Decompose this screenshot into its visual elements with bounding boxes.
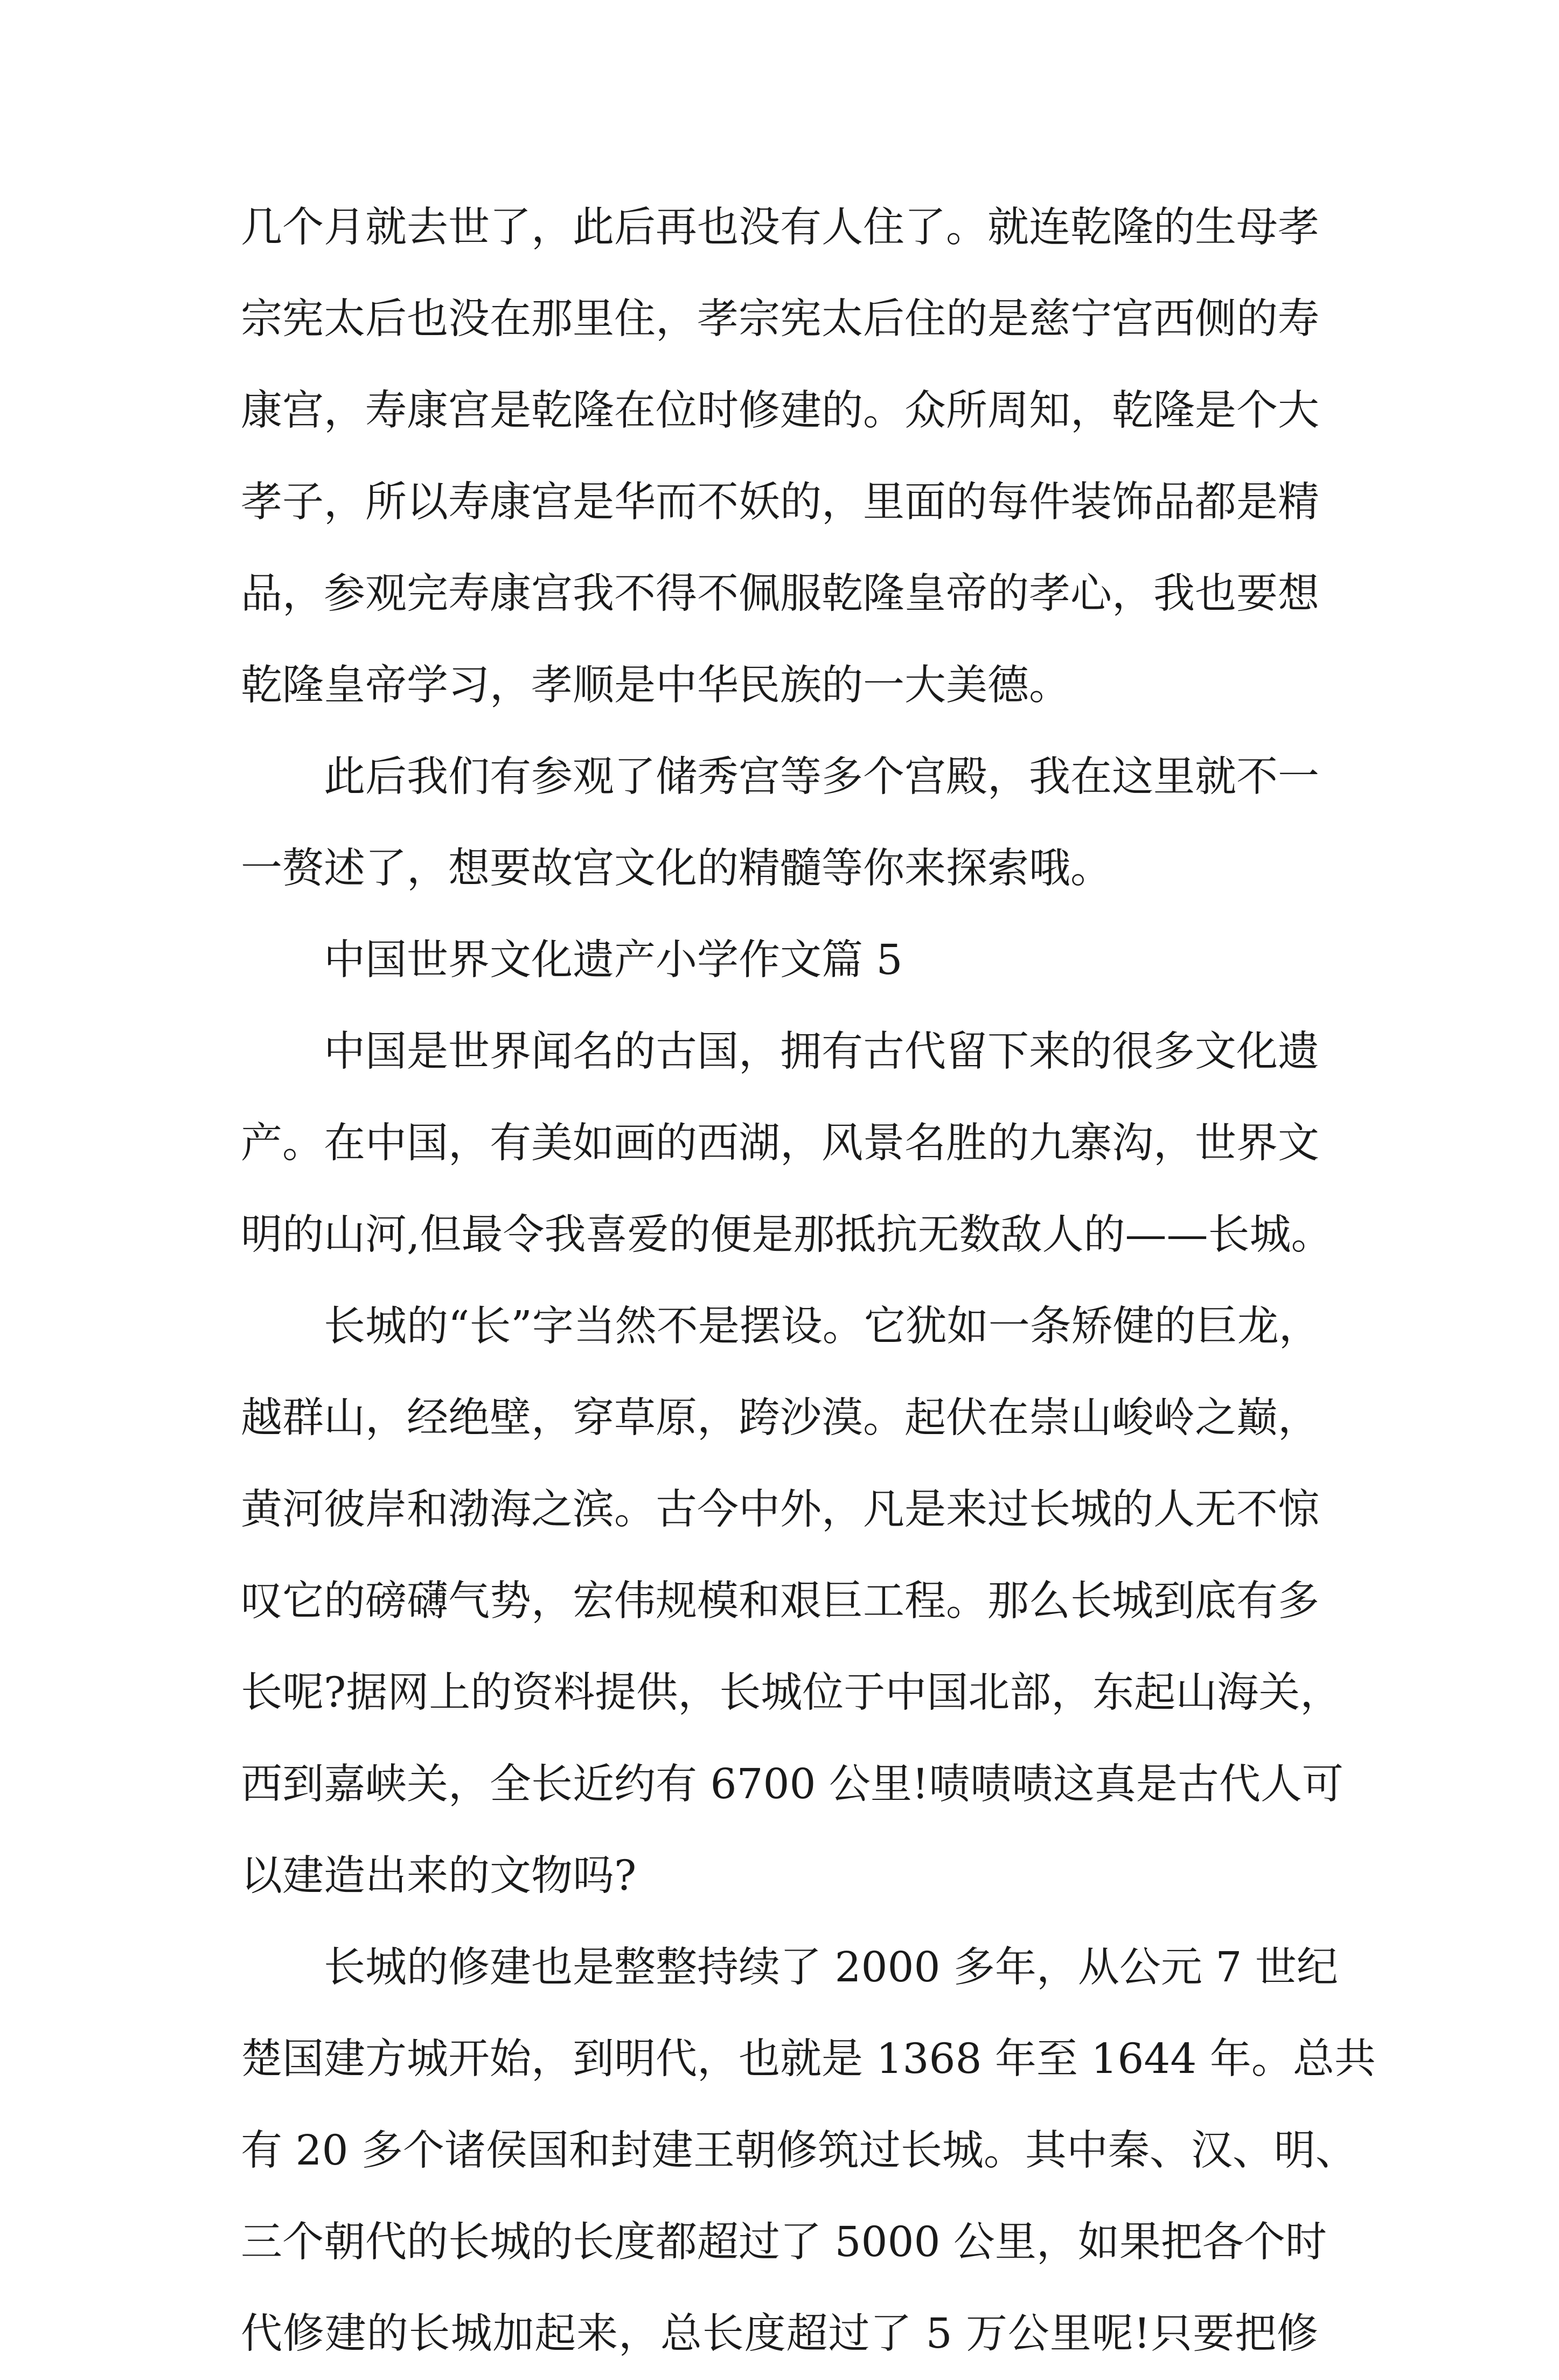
text-line: 越群山，经绝壁，穿草原，跨沙漠。起伏在崇山峻岭之巅，: [241, 1394, 1319, 1442]
text-line: 长城的修建也是整整持续了 2000 多年，从公元 7 世纪: [324, 1944, 1338, 1992]
text-line: 有 20 多个诸侯国和封建王朝修筑过长城。其中秦、汉、明、: [241, 2127, 1357, 2175]
paragraph: [241, 732, 1318, 915]
text-line: 长城的“长”字当然不是摆设。它犹如一条矫健的巨龙，: [324, 1303, 1320, 1351]
text-line: 乾隆皇帝学习，孝顺是中华民族的一大美德。: [241, 662, 1070, 709]
text-line: 一赘述了，想要故宫文化的精髓等你来探索哦。: [241, 845, 1112, 893]
paragraph: [241, 1922, 1376, 2380]
paragraph: [241, 1281, 1344, 1922]
text-line: 西到嘉峡关，全长近约有 6700 公里!啧啧啧这真是古代人可: [241, 1760, 1344, 1808]
text-line: 宗宪太后也没在那里住，孝宗宪太后住的是慈宁宫西侧的寿: [241, 295, 1319, 343]
text-line: 代修建的长城加起来，总长度超过了 5 万公里呢!只要把修: [241, 2310, 1318, 2358]
heading-text: 中国世界文化遗产小学作文篇 5: [324, 936, 903, 984]
text-line: 孝子，所以寿康宫是华而不妖的，里面的每件装饰品都是精: [241, 478, 1319, 526]
section-heading: [241, 915, 1318, 1006]
document-page: [241, 182, 1376, 2380]
text-line: 此后我们有参观了储秀宫等多个宫殿，我在这里就不一: [324, 753, 1319, 801]
text-line: 明的山河,但最令我喜爱的便是那抵抗无数敌人的——长城。: [241, 1211, 1333, 1259]
text-line: 中国是世界闻名的古国，拥有古代留下来的很多文化遗: [324, 1028, 1319, 1076]
text-line: 产。在中国，有美如画的西湖，风景名胜的九寨沟，世界文: [241, 1119, 1319, 1167]
text-line: 几个月就去世了，此后再也没有人住了。就连乾隆的生母孝: [241, 204, 1319, 252]
text-line: 品，参观完寿康宫我不得不佩服乾隆皇帝的孝心，我也要想: [241, 570, 1319, 618]
text-line: 黄河彼岸和渤海之滨。古今中外，凡是来过长城的人无不惊: [241, 1486, 1319, 1534]
text-line: 长呢?据网上的资料提供，长城位于中国北部，东起山海关，: [241, 1669, 1342, 1717]
text-line: 康宫，寿康宫是乾隆在位时修建的。众所周知，乾隆是个大: [241, 387, 1319, 435]
paragraph: [241, 1006, 1333, 1281]
text-line: 叹它的磅礴气势，宏伟规模和艰巨工程。那么长城到底有多: [241, 1577, 1319, 1625]
text-line: 楚国建方城开始，到明代，也就是 1368 年至 1644 年。总共: [241, 2035, 1376, 2083]
text-line: 三个朝代的长城的长度都超过了 5000 公里，如果把各个时: [241, 2218, 1327, 2266]
paragraph: [241, 182, 1318, 732]
text-line: 以建造出来的文物吗?: [241, 1852, 637, 1900]
